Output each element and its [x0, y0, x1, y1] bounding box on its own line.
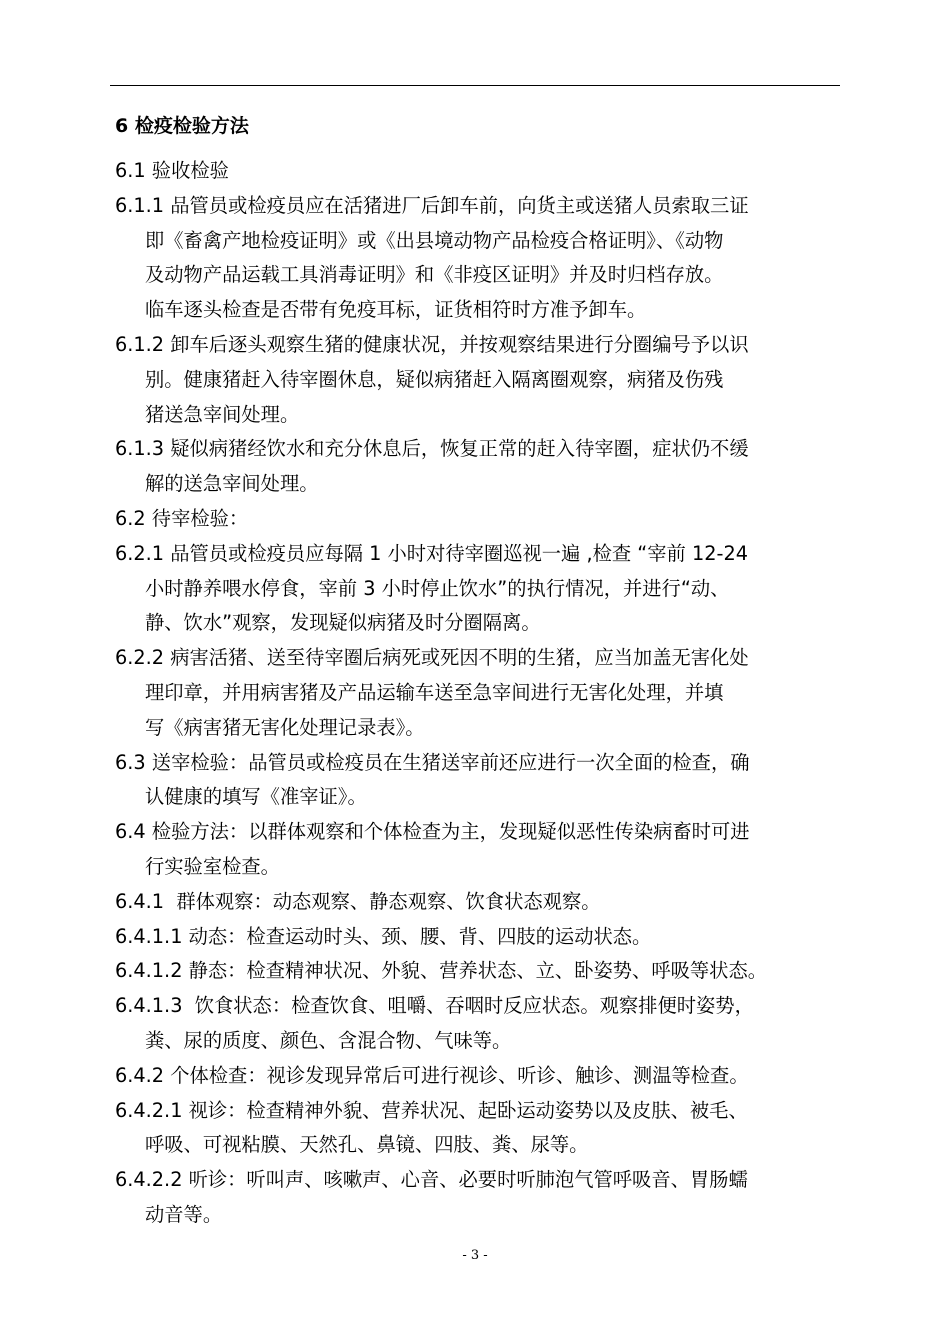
paragraph-line: 行实验室检查。	[145, 854, 280, 878]
paragraph-line: 6.2 待宰检验：	[115, 506, 249, 530]
paragraph	[115, 189, 845, 328]
paragraph	[115, 989, 845, 1059]
paragraph-line: 6.1 验收检验	[115, 159, 229, 182]
paragraph-line: 6.4.1 群体观察：动态观察、静态观察、饮食状态观察。	[115, 889, 601, 913]
paragraph-line: 6.4.1.3 饮食状态：检查饮食、咀嚼、吞咽时反应状态。观察排便时姿势，	[115, 994, 754, 1018]
paragraph-line: 6.1.3 疑似病猪经饮水和充分休息后，恢复正常的赶入待宰圈，症状仍不缓	[115, 437, 749, 461]
paragraph-line: 6.4 检验方法：以群体观察和个体检查为主，发现疑似恶性传染病畜时可进	[115, 820, 750, 844]
paragraph-line: 理印章，并用病害猪及产品运输车送至急宰间进行无害化处理，并填	[145, 680, 724, 704]
paragraph-line: 6.2.1 品管员或检疫员应每隔 1 小时对待宰圈巡视一遍 ,检查 “宰前 12-24	[115, 541, 748, 565]
paragraph	[115, 432, 845, 502]
paragraph-line: 6.1.1 品管员或检疫员应在活猪进厂后卸车前，向货主或送猪人员索取三证	[115, 193, 749, 217]
paragraph	[115, 154, 845, 189]
paragraph	[115, 885, 845, 920]
paragraph	[115, 502, 845, 537]
paragraph-line: 6.1.2 卸车后逐头观察生猪的健康状况，并按观察结果进行分圈编号予以识	[115, 332, 749, 356]
paragraph-line: 粪、尿的质度、颜色、含混合物、气味等。	[145, 1028, 512, 1052]
paragraph-line: 6.2.2 病害活猪、送至待宰圈后病死或死因不明的生猪，应当加盖无害化处	[115, 646, 749, 670]
paragraph-line: 即《畜禽产地检疫证明》或《出县境动物产品检疫合格证明》、《动物	[145, 228, 724, 252]
paragraph-line: 别。健康猪赶入待宰圈休息，疑似病猪赶入隔离圈观察，病猪及伤残	[145, 367, 724, 391]
paragraph	[115, 1094, 845, 1164]
paragraph-line: 小时静养喂水停食，宰前 3 小时停止饮水”的执行情况，并进行“动、	[145, 576, 730, 600]
paragraph-line: 猪送急宰间处理。	[145, 402, 300, 426]
paragraph	[115, 328, 845, 432]
page-number: - 3 -	[462, 1248, 488, 1263]
paragraph-line: 动音等。	[145, 1202, 223, 1226]
section-heading: 6 检疫检验方法	[115, 115, 249, 137]
paragraph-line: 临车逐头检查是否带有免疫耳标，证货相符时方准予卸车。	[145, 298, 647, 322]
paragraph	[115, 1059, 845, 1094]
paragraph	[115, 1163, 845, 1233]
paragraph-line: 及动物产品运载工具消毒证明》和《非疫区证明》并及时归档存放。	[145, 263, 724, 287]
document-body	[115, 108, 845, 1233]
paragraph	[115, 746, 845, 816]
header-rule	[110, 85, 840, 86]
paragraph	[115, 954, 845, 989]
paragraph-line: 6.4.2.2 听诊：听叫声、咳嗽声、心音、必要时听肺泡气管呼吸音、胃肠蠕	[115, 1168, 748, 1192]
paragraph-line: 6.4.2.1 视诊：检查精神外貌、营养状况、起卧运动姿势以及皮肤、被毛、	[115, 1098, 748, 1122]
paragraph	[115, 815, 845, 885]
paragraph	[115, 920, 845, 955]
paragraph-line: 静、饮水”观察，发现疑似病猪及时分圈隔离。	[145, 611, 541, 635]
paragraph-line: 认健康的填写《准宰证》。	[145, 785, 367, 809]
paragraph-line: 写《病害猪无害化处理记录表》。	[145, 715, 425, 739]
paragraph-line: 解的送急宰间处理。	[145, 472, 319, 496]
paragraph	[115, 641, 845, 745]
paragraph-line: 呼吸、可视粘膜、天然孔、鼻镜、四肢、粪、尿等。	[145, 1133, 589, 1157]
paragraph-line: 6.4.1.2 静态：检查精神状况、外貌、营养状态、立、卧姿势、呼吸等状态。	[115, 959, 768, 983]
paragraph	[115, 537, 845, 641]
paragraph-line: 6.3 送宰检验：品管员或检疫员在生猪送宰前还应进行一次全面的检查，确	[115, 750, 750, 774]
paragraph-list	[115, 154, 845, 1233]
paragraph-line: 6.4.2 个体检查：视诊发现异常后可进行视诊、听诊、触诊、测温等检查。	[115, 1063, 749, 1087]
paragraph-line: 6.4.1.1 动态：检查运动时头、颈、腰、背、四肢的运动状态。	[115, 924, 652, 948]
